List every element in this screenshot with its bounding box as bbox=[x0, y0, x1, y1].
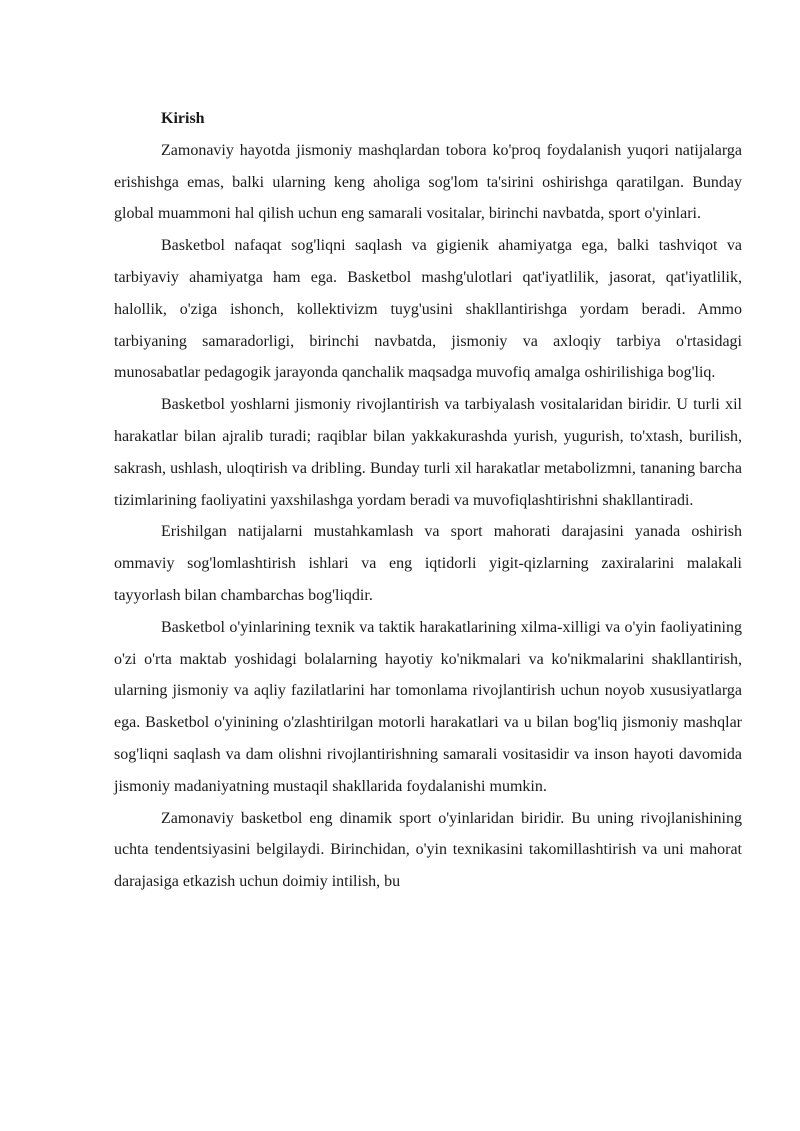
paragraph-5: Basketbol o'yinlarining texnik va taktik harakatlarining xilma-xilligi va o'yin faoliyatining o'zi o'rta maktab yoshidagi bolalarning hayotiy ko'nikmalari va ko'nikmalarini shakllantirish, ularning jismoniy va aqliy fazilatlarini har tomonlama rivojlantirish uchun noyob xususiyatlarga ega. Basketbol o'yinining o'zlashtirilgan motorli harakatlari va u bilan bog'liq jismoniy mashqlar sog'liqni saqlash va dam olishni rivojlantirishning samarali vositasidir va inson hayoti davomida jismoniy madaniyatning mustaqil shakllarida foydalanishi mumkin. bbox=[114, 618, 742, 795]
paragraph-2: Basketbol nafaqat sog'liqni saqlash va gigienik ahamiyatga ega, balki tashviqot va tarbiyaviy ahamiyatga ham ega. Basketbol mashg'ulotlari qat'iyatlilik, jasorat, qat'iyatlilik, halollik, o'ziga ishonch, kollektivizm tuyg'usini shakllantirishga yordam beradi. Ammo tarbiyaning samaradorligi, birinchi navbatda, jismoniy va axloqiy tarbiya o'rtasidagi munosabatlar pedagogik jarayonda qanchalik maqsadga muvofiq amalga oshirilishiga bog'liq. bbox=[114, 237, 742, 382]
document-body bbox=[114, 103, 742, 898]
paragraph-1: Zamonaviy hayotda jismoniy mashqlardan tobora ko'proq foydalanish yuqori natijalarga erishishga emas, balki ularning keng aholiga sog'lom ta'sirini oshirishga qaratilgan. Bunday global muammoni hal qilish uchun eng samarali vositalar, birinchi navbatda, sport o'yinlari. bbox=[114, 141, 742, 223]
paragraph-4: Erishilgan natijalarni mustahkamlash va sport mahorati darajasini yanada oshirish ommaviy sog'lomlashtirish ishlari va eng iqtidorli yigit-qizlarning zaxiralarini malakali tayyorlash bilan chambarchas bog'liqdir. bbox=[114, 523, 742, 604]
paragraph-6: Zamonaviy basketbol eng dinamik sport o'yinlaridan biridir. Bu uning rivojlanishining uchta tendentsiyasini belgilaydi. Birinchidan, o'yin texnikasini takomillashtirish va uni mahorat darajasiga etkazish uchun doimiy intilish, bu bbox=[114, 809, 742, 891]
paragraph-3: Basketbol yoshlarni jismoniy rivojlantirish va tarbiyalash vositalaridan biridir. U turli xil harakatlar bilan ajralib turadi; raqiblar bilan yakkakurashda yurish, yugurish, to'xtash, burilish, sakrash, ushlash, uloqtirish va dribling. Bunday turli xil harakatlar metabolizmni, tananing barcha tizimlarining faoliyatini yaxshilashga yordam beradi va muvofiqlashtirishni shakllantiradi. bbox=[114, 396, 742, 509]
section-heading: Kirish bbox=[161, 110, 205, 127]
